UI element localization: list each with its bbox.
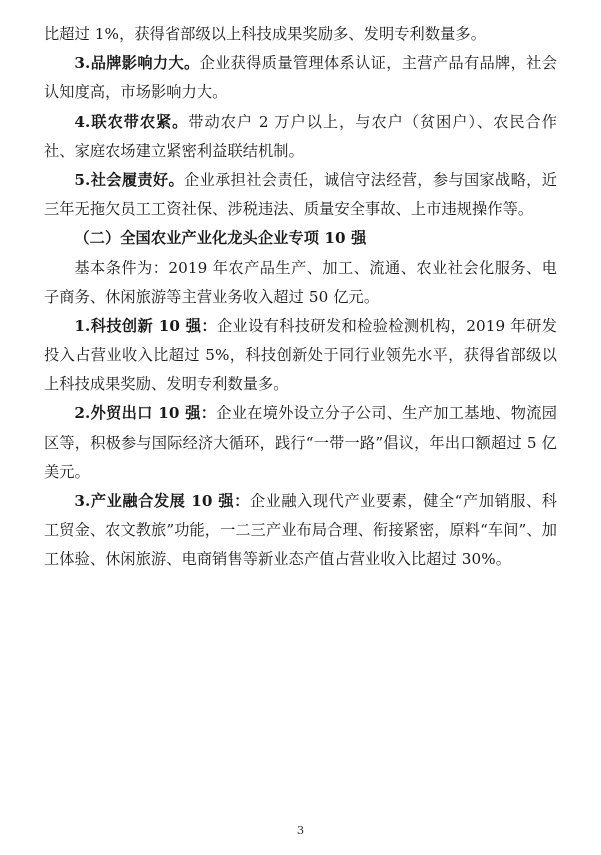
paragraph-item-foreign-trade bbox=[44, 399, 557, 487]
paragraph-lead-bold: 2.外贸出口 10 强： bbox=[74, 404, 217, 423]
paragraph-item-tech-innovation bbox=[44, 312, 557, 400]
paragraph-text: 基本条件为：2019 年农产品生产、加工、流通、农业社会化服务、电子商务、休闲旅游等主营业务收入超过 50 亿元。 bbox=[44, 258, 557, 306]
paragraph-text: 企业融入现代产业要素，健全“产加销服、科工贸金、农文教旅”功能，一二三产业布局合理、衔接紧密，原料“车间”、加工体验、休闲旅游、电商销售等新业态产值占营业收入比超过 30%。 bbox=[44, 492, 557, 569]
paragraph-item-industry-integration bbox=[44, 487, 557, 575]
paragraph-text: 企业设有科技研发和检验检测机构，2019 年研发投入占营业收入比超过 5%，科技创新处于同行业领先水平，获得省部级以上科技成果奖励、发明专利数量多。 bbox=[44, 316, 557, 394]
paragraph-lead-bold: 5.社会履责好。 bbox=[74, 170, 185, 189]
paragraph-lead-bold: 3.产业融合发展 10 强： bbox=[74, 492, 250, 510]
paragraph-item-social-responsibility bbox=[44, 166, 557, 224]
paragraph-lead-bold: 3.品牌影响力大。 bbox=[74, 54, 200, 73]
paragraph-item-farmers bbox=[44, 108, 557, 166]
paragraph-lead-bold: 4.联农带农紧。 bbox=[74, 112, 189, 131]
paragraph-text: 比超过 1%，获得省部级以上科技成果奖励多、发明专利数量多。 bbox=[44, 25, 486, 43]
document-body bbox=[44, 20, 557, 575]
paragraph-lead-bold: 1.科技创新 10 强： bbox=[74, 316, 217, 335]
paragraph-text: 企业获得质量管理体系认证，主营产品有品牌，社会认知度高，市场影响力大。 bbox=[44, 54, 557, 102]
page-number: 3 bbox=[296, 823, 305, 837]
paragraph-continuation bbox=[44, 20, 557, 49]
paragraph-text: 企业承担社会责任，诚信守法经营，参与国家战略，近三年无拖欠员工工资社保、涉税违法、质量安全事故、上市违规操作等。 bbox=[44, 170, 558, 219]
paragraph-text: 带动农户 2 万户以上，与农户（贫困户）、农民合作社、家庭农场建立紧密利益联结机制。 bbox=[44, 112, 558, 160]
paragraph-basic-conditions bbox=[44, 254, 557, 312]
paragraph-text: 企业在境外设立分子公司、生产加工基地、物流园区等，积极参与国际经济大循环，践行“一带一路”倡议，年出口额超过 5 亿美元。 bbox=[44, 404, 558, 481]
section-heading: （二）全国农业产业化龙头企业专项 10 强 bbox=[74, 229, 367, 248]
paragraph-item-brand bbox=[44, 49, 557, 107]
